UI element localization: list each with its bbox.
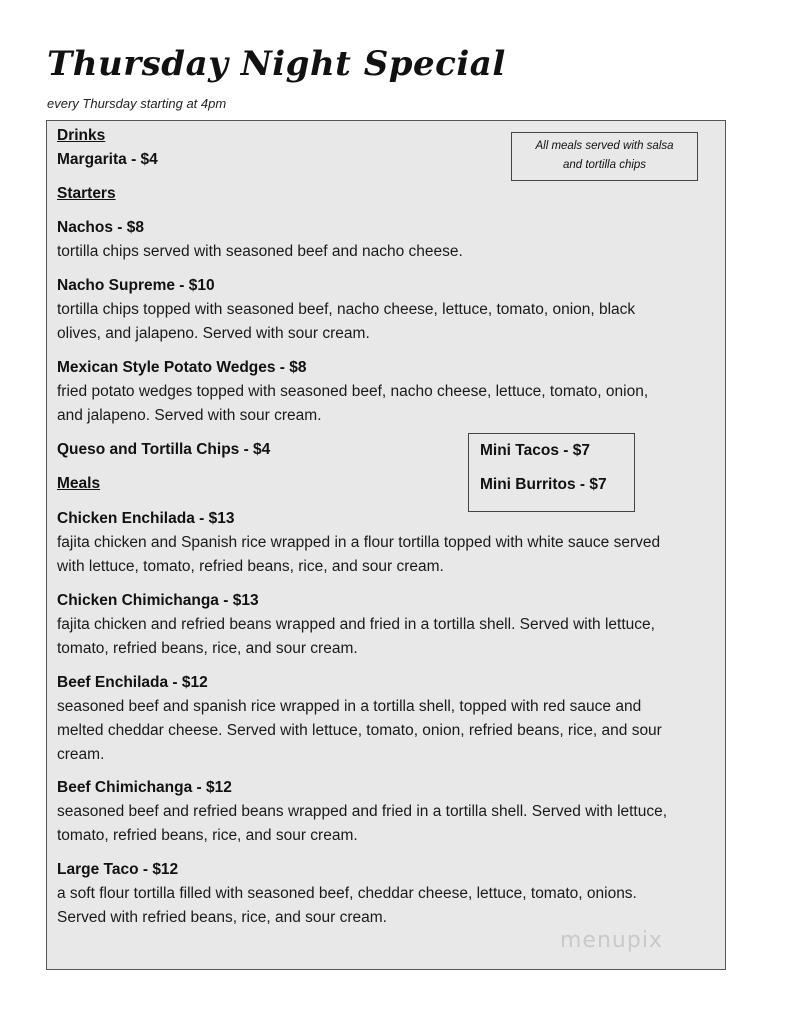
menu-item-name: Beef Chimichanga - $12 [57, 779, 232, 796]
menu-item-desc: fajita chicken and refried beans wrapped and fried in a tortilla shell. Served with lettuce, [57, 616, 655, 633]
menu-item-desc: cream. [57, 746, 105, 763]
menu-item-desc: tomato, refried beans, rice, and sour cream. [57, 640, 358, 657]
menu-item [57, 589, 725, 661]
menu-item-name: Queso and Tortilla Chips - $4 [57, 441, 271, 458]
menu-item-desc: and jalapeno. Served with sour cream. [57, 407, 322, 424]
mini-items-box [468, 433, 635, 512]
menu-item [57, 216, 725, 264]
watermark: menupix [560, 928, 663, 953]
menu-item [57, 274, 725, 346]
section-heading-meals: Meals [57, 475, 101, 492]
serving-note [511, 132, 698, 181]
serving-note-line: All meals served with salsa [535, 140, 674, 152]
menu-item-desc: melted cheddar cheese. Served with lettuce, tomato, onion, refried beans, rice, and sour [57, 722, 662, 739]
mini-item: Mini Burritos - $7 [480, 476, 607, 493]
menu-item [57, 671, 725, 767]
menu-item-name: Chicken Chimichanga - $13 [57, 592, 259, 609]
menu-item-desc: fried potato wedges topped with seasoned beef, nacho cheese, lettuce, tomato, onion, [57, 383, 649, 400]
menu-item-desc: olives, and jalapeno. Served with sour cream. [57, 325, 370, 342]
menu-item-name: Beef Enchilada - $12 [57, 674, 208, 691]
menu-item-name: Chicken Enchilada - $13 [57, 510, 235, 527]
menu-item-desc: fajita chicken and Spanish rice wrapped in a flour tortilla topped with white sauce served [57, 534, 661, 551]
menu-item-name: Margarita - $4 [57, 151, 158, 168]
menu-item [57, 356, 725, 428]
menu-item-desc: tortilla chips served with seasoned beef and nacho cheese. [57, 243, 463, 260]
menu-item-desc: tomato, refried beans, rice, and sour cream. [57, 827, 358, 844]
section-heading-starters: Starters [57, 185, 116, 202]
serving-note-line: and tortilla chips [562, 159, 647, 171]
page-subtitle: every Thursday starting at 4pm [47, 96, 227, 111]
menu-item-desc: with lettuce, tomato, refried beans, rice, and sour cream. [57, 558, 444, 575]
menu-item [57, 507, 725, 579]
menu-item-desc: a soft flour tortilla filled with seasoned beef, cheddar cheese, lettuce, tomato, onions. [57, 885, 637, 902]
menu-item-name: Nacho Supreme - $10 [57, 277, 215, 294]
menu-item-desc: seasoned beef and refried beans wrapped and fried in a tortilla shell. Served with lettuce, [57, 803, 668, 820]
menu-item-desc: Served with refried beans, rice, and sour cream. [57, 909, 387, 926]
page-title: Thursday Night Special [47, 44, 506, 84]
menu-item-name: Large Taco - $12 [57, 861, 179, 878]
menu-item-name: Mexican Style Potato Wedges - $8 [57, 359, 307, 376]
menu-item-desc: tortilla chips topped with seasoned beef, nacho cheese, lettuce, tomato, onion, black [57, 301, 636, 318]
menu-item [57, 776, 725, 848]
menu-item [57, 858, 725, 930]
section-heading-drinks: Drinks [57, 127, 106, 144]
menu-item-desc: seasoned beef and spanish rice wrapped in a tortilla shell, topped with red sauce and [57, 698, 642, 715]
mini-item: Mini Tacos - $7 [480, 442, 590, 459]
menu-item-name: Nachos - $8 [57, 219, 145, 236]
